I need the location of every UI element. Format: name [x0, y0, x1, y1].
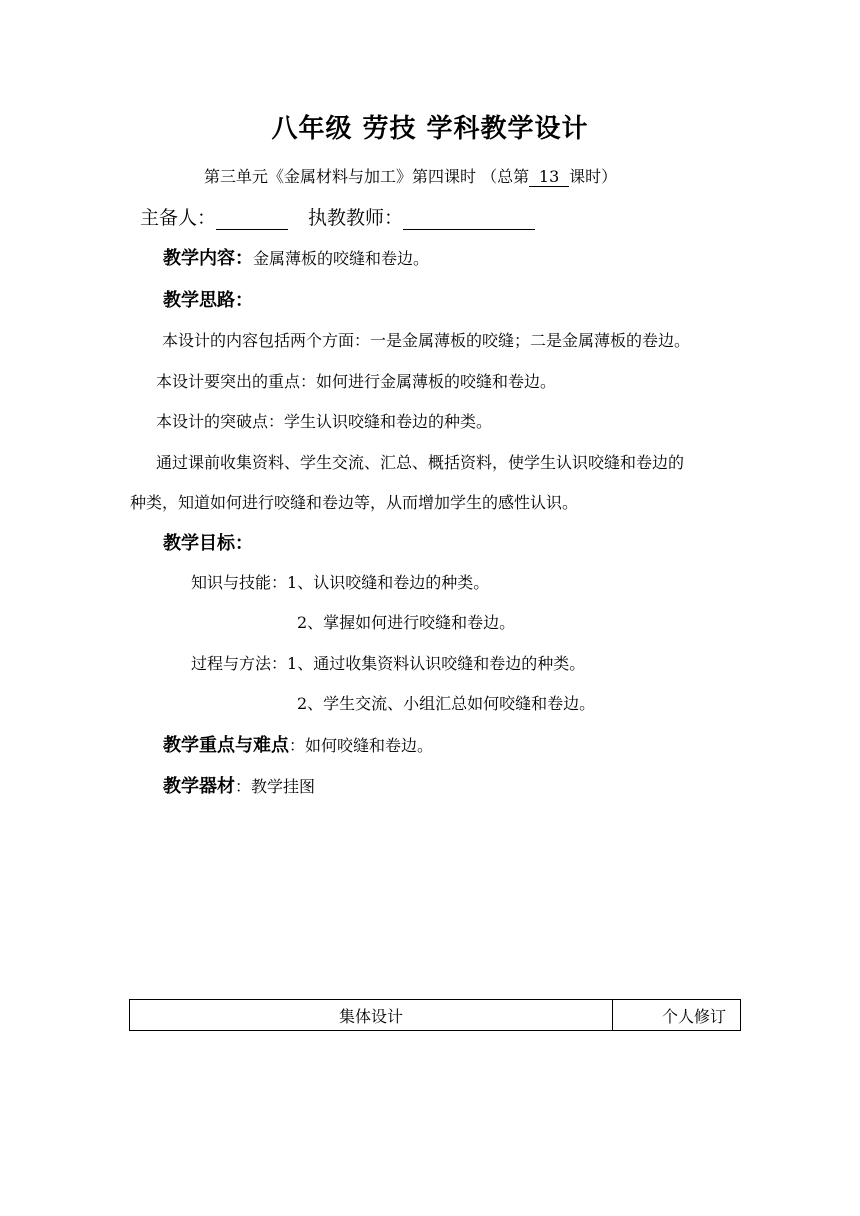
knowledge-item: 2、掌握如何进行咬缝和卷边。 [297, 613, 516, 632]
materials-line [163, 772, 315, 798]
approach-paragraph: 通过课前收集资料、学生交流、汇总、概括资料，使学生认识咬缝和卷边的 [156, 453, 685, 472]
approach-paragraph: 本设计的内容包括两个方面：一是金属薄板的咬缝；二是金属薄板的卷边。 [162, 331, 691, 350]
page-title: 八年级 劳技 学科教学设计 [271, 114, 589, 144]
approach-paragraph: 本设计要突出的重点：如何进行金属薄板的咬缝和卷边。 [156, 372, 557, 391]
content-line [163, 244, 429, 270]
subtitle-prefix: 第三单元《金属材料与加工》第四课时 （总第 [204, 167, 530, 186]
content-value: 金属薄板的咬缝和卷边。 [253, 249, 430, 268]
preparer-label: 主备人： [140, 207, 217, 229]
key-points-line [163, 731, 433, 757]
knowledge-item: 1、认识咬缝和卷边的种类。 [287, 573, 490, 592]
preparer-blank [216, 213, 288, 230]
content-label: 教学内容： [163, 248, 253, 269]
key-points-value: ：如何咬缝和卷边。 [289, 736, 434, 755]
materials-label: 教学器材 [163, 776, 235, 797]
process-item: 2、学生交流、小组汇总如何咬缝和卷边。 [297, 694, 596, 713]
process-line-1 [191, 651, 585, 674]
personal-revision-header: 个人修订 [661, 1006, 726, 1026]
knowledge-label: 知识与技能： [191, 573, 288, 592]
materials-value: ：教学挂图 [235, 777, 316, 796]
subtitle-suffix: 课时） [569, 167, 618, 186]
teacher-label: 执教教师： [308, 207, 404, 229]
approach-paragraph: 种类，知道如何进行咬缝和卷边等，从而增加学生的感性认识。 [130, 493, 579, 512]
goals-label: 教学目标： [163, 533, 253, 554]
process-label: 过程与方法： [191, 654, 288, 673]
people-row [140, 203, 535, 230]
lesson-subtitle [204, 164, 617, 187]
collective-design-header: 集体设计 [130, 1000, 613, 1030]
approach-label: 教学思路： [163, 290, 253, 311]
design-table [129, 999, 741, 1031]
teacher-blank [403, 213, 535, 230]
approach-paragraph: 本设计的突破点：学生认识咬缝和卷边的种类。 [156, 412, 493, 431]
lesson-number: 13 [529, 168, 569, 187]
knowledge-line-1 [191, 570, 489, 593]
key-points-label: 教学重点与难点 [163, 735, 289, 756]
process-item: 1、通过收集资料认识咬缝和卷边的种类。 [287, 654, 586, 673]
